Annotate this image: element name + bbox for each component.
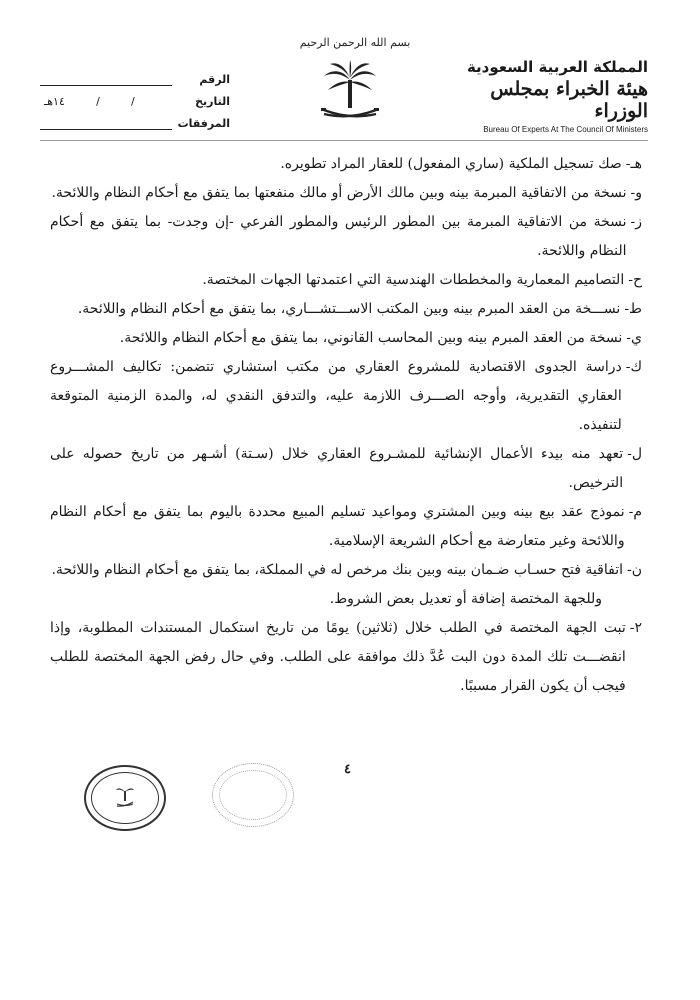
list-item-text: دراسة الجدوى الاقتصادية للمشروع العقاري من مكتب استشاري تتضمن: تكاليف المشـــروع العقاري التقديرية، وأوجه الصـــرف اللازمة عليه، والتدفق النقدي له، والمدة الزمنية المتوقعة لتنفيذه. bbox=[50, 359, 622, 433]
seal-emblem-icon bbox=[115, 785, 135, 807]
list-item-marker: ي- bbox=[626, 330, 642, 346]
page-number: ٤ bbox=[344, 762, 351, 777]
list-item bbox=[50, 324, 642, 353]
list-item-marker: ن- bbox=[626, 562, 642, 578]
organization-block bbox=[448, 58, 648, 134]
list-item bbox=[50, 179, 642, 208]
reference-attachments-line bbox=[40, 117, 172, 130]
list-item-marker: ك- bbox=[625, 359, 642, 375]
list-item-marker: ل- bbox=[627, 446, 642, 462]
list-item bbox=[50, 556, 642, 585]
list-item bbox=[50, 150, 642, 179]
org-name-country: المملكة العربية السعودية bbox=[466, 58, 648, 76]
list-item-text: نسخة من الاتفاقية المبرمة بينه وبين مالك الأرض أو مالك منفعتها بما يتفق مع أحكام النظام واللائحة. bbox=[51, 185, 627, 201]
list-item-text: نسخة من العقد المبرم بينه وبين المحاسب القانوني، بما يتفق مع أحكام النظام واللائحة. bbox=[119, 330, 623, 346]
date-hijri-suffix: ١٤هـ bbox=[44, 95, 65, 108]
faded-stamp-inner-ring bbox=[219, 770, 287, 820]
list-item bbox=[50, 266, 642, 295]
official-seal-stamp bbox=[84, 765, 166, 831]
list-item bbox=[50, 208, 642, 266]
list-item bbox=[50, 440, 642, 498]
reference-number-row bbox=[40, 64, 230, 86]
reference-attachments-label: المرفقات bbox=[177, 117, 230, 130]
reference-date-label: التاريخ bbox=[195, 95, 230, 108]
reference-block bbox=[40, 64, 230, 130]
list-item bbox=[50, 295, 642, 324]
org-name-bureau: هيئة الخبراء بمجلس الوزراء bbox=[490, 78, 648, 122]
saudi-emblem-icon bbox=[318, 58, 382, 126]
numbered-paragraph-marker: ٢- bbox=[629, 620, 642, 636]
reference-attachments-row bbox=[40, 108, 230, 130]
list-item bbox=[50, 498, 642, 556]
list-item-text: نموذج عقد بيع بينه وبين المشتري ومواعيد تسليم المبيع محددة باليوم بما يتفق مع أحكام النظام واللائحة وغير متعارضة مع أحكام الشريعة الإسلامية. bbox=[50, 504, 625, 549]
faded-stamp bbox=[212, 763, 294, 827]
list-item-text: نســـخة من العقد المبرم بينه وبين المكتب الاســـتشـــاري، بما يتفق مع أحكام النظام واللائحة. bbox=[77, 301, 621, 317]
list-item-marker: هـ- bbox=[625, 156, 642, 172]
list-item-marker: ز- bbox=[630, 214, 642, 230]
list-item-marker: ط- bbox=[624, 301, 642, 317]
list-item-text: نسخة من الاتفاقية المبرمة بين المطور الرئيس والمطور الفرعي -إن وجدت- بما يتفق مع أحكام النظام واللائحة. bbox=[50, 214, 627, 259]
list-item-marker: ح- bbox=[628, 272, 642, 288]
header-divider bbox=[40, 140, 648, 141]
basmala: بسم الله الرحمن الرحيم bbox=[299, 36, 411, 49]
list-item-text: صك تسجيل الملكية (ساري المفعول) للعقار المراد تطويره. bbox=[280, 156, 622, 172]
conditions-note: وللجهة المختصة إضافة أو تعديل بعض الشروط. bbox=[329, 591, 602, 607]
document-body bbox=[50, 150, 642, 701]
date-separator-2: / bbox=[96, 95, 100, 108]
list-item-text: التصاميم المعمارية والمخططات الهندسية التي اعتمدتها الجهات المختصة. bbox=[202, 272, 625, 288]
list-item-marker: م- bbox=[628, 504, 642, 520]
list-item-marker: و- bbox=[630, 185, 642, 201]
org-name-english: Bureau Of Experts At The Council Of Ministers bbox=[483, 125, 648, 134]
reference-number-label: الرقم bbox=[199, 73, 230, 86]
numbered-paragraph bbox=[50, 614, 642, 701]
date-separator-1: / bbox=[131, 95, 135, 108]
reference-number-line bbox=[40, 73, 172, 86]
list-item bbox=[50, 353, 642, 440]
list-item-text: اتفاقية فتح حسـاب ضـمان بينه وبين بنك مرخص له في المملكة، بما يتفق مع أحكام النظام واللائحة. bbox=[51, 562, 623, 578]
reference-date-value bbox=[40, 95, 172, 108]
list-item-text: تعهد منه بيدء الأعمال الإنشائية للمشـروع العقاري خلال (سـتة) أشـهر من تاريخ حصوله على الترخيص. bbox=[50, 446, 624, 491]
reference-date-row bbox=[40, 86, 230, 108]
numbered-paragraph-text: تبت الجهة المختصة في الطلب خلال (ثلاثين) يومًا من تاريخ استكمال المستندات المطلوبة، وإذا انقضـــت تلك المدة دون البت عُدَّ ذلك موافقة على الطلب. وفي حال رفض الجهة المختصة للطلب فيجب أن يكون القرار مسببًا. bbox=[50, 620, 626, 694]
